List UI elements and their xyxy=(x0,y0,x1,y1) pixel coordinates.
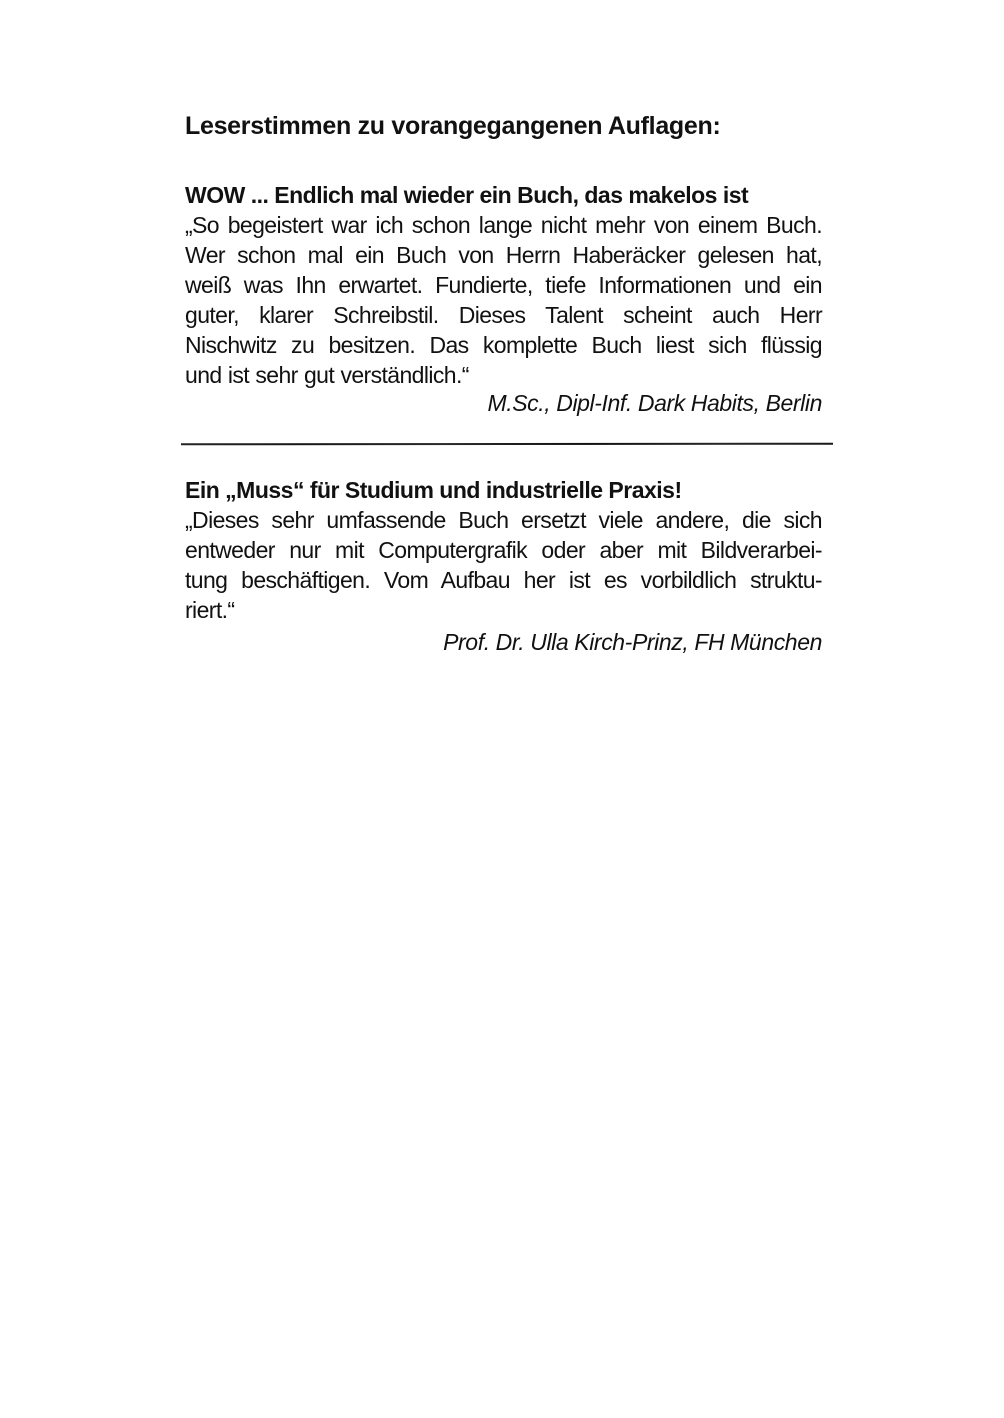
quote-line: „Dieses sehr umfassende Buch ersetzt viele andere, die sich xyxy=(185,507,822,533)
quote-line: Nischwitz zu besitzen. Das komplette Buch liest sich flüssig xyxy=(185,332,822,358)
quote-line: entweder nur mit Computergrafik oder aber mit Bildverarbei- xyxy=(185,537,822,563)
quote-line: guter, klarer Schreibstil. Dieses Talent scheint auch Herr xyxy=(185,302,822,328)
quote-line: „So begeistert war ich schon lange nicht mehr von einem Buch. xyxy=(185,212,822,238)
quote-line: riert.“ xyxy=(185,597,235,623)
testimonial-2-title: Ein „Muss“ für Studium und industrielle Praxis! xyxy=(185,477,682,503)
testimonial-1-title: WOW ... Endlich mal wieder ein Buch, das makelos ist xyxy=(185,182,749,208)
quote-line: weiß was Ihn erwartet. Fundierte, tiefe Informationen und ein xyxy=(185,272,822,298)
quote-line: Wer schon mal ein Buch von Herrn Haberäcker gelesen hat, xyxy=(185,242,822,268)
quote-line: und ist sehr gut verständlich.“ xyxy=(185,362,469,388)
testimonial-1-quote xyxy=(185,210,822,390)
testimonial-2-quote xyxy=(185,505,822,625)
page-heading: Leserstimmen zu vorangegangenen Auflagen: xyxy=(185,112,721,140)
divider-rule xyxy=(181,443,833,446)
testimonial-1-attribution: M.Sc., Dipl-Inf. Dark Habits, Berlin xyxy=(487,390,822,416)
quote-line: tung beschäftigen. Vom Aufbau her ist es vorbildlich struktu- xyxy=(185,567,822,593)
testimonial-2-attribution: Prof. Dr. Ulla Kirch-Prinz, FH München xyxy=(443,629,822,655)
